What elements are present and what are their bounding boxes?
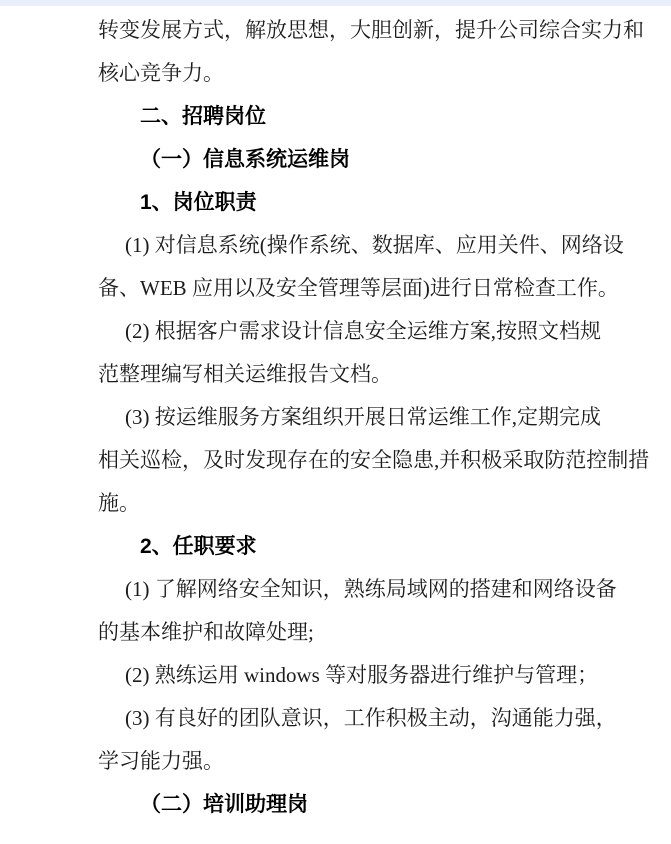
text-line: 范整理编写相关运维报告文档。 (98, 362, 392, 386)
text-line: (1) 对信息系统(操作系统、数据库、应用关件、网络设 (125, 233, 624, 257)
text-line: (3) 有良好的团队意识，工作积极主动，沟通能力强， (125, 706, 617, 730)
heading-line: 二、招聘岗位 (140, 105, 266, 128)
text-line: 转变发展方式，解放思想，大胆创新，提升公司综合实力和 (98, 18, 644, 42)
text-line: 核心竞争力。 (98, 61, 224, 85)
text-line: (2) 熟练运用 windows 等对服务器进行维护与管理； (125, 663, 599, 687)
document-body (98, 9, 650, 826)
window-top-edge (0, 0, 671, 6)
text-line: 学习能力强。 (98, 749, 224, 773)
text-line: (1) 了解网络安全知识，熟练局域网的搭建和网络设备 (125, 577, 617, 601)
heading-line: （二）培训助理岗 (140, 793, 308, 816)
text-line: 施。 (98, 491, 140, 515)
text-line: (3) 按运维服务方案组织开展日常运维工作,定期完成 (125, 405, 601, 429)
heading-line: 1、岗位职责 (140, 191, 257, 214)
text-line: (2) 根据客户需求设计信息安全运维方案,按照文档规 (125, 319, 601, 343)
text-line: 备、WEB 应用以及安全管理等层面)进行日常检查工作。 (98, 276, 619, 300)
heading-line: （一）信息系统运维岗 (140, 148, 350, 171)
text-line: 的基本维护和故障处理; (98, 620, 314, 644)
text-line: 相关巡检，及时发现存在的安全隐患,并积极采取防范控制措 (98, 448, 650, 472)
heading-line: 2、任职要求 (140, 535, 257, 558)
